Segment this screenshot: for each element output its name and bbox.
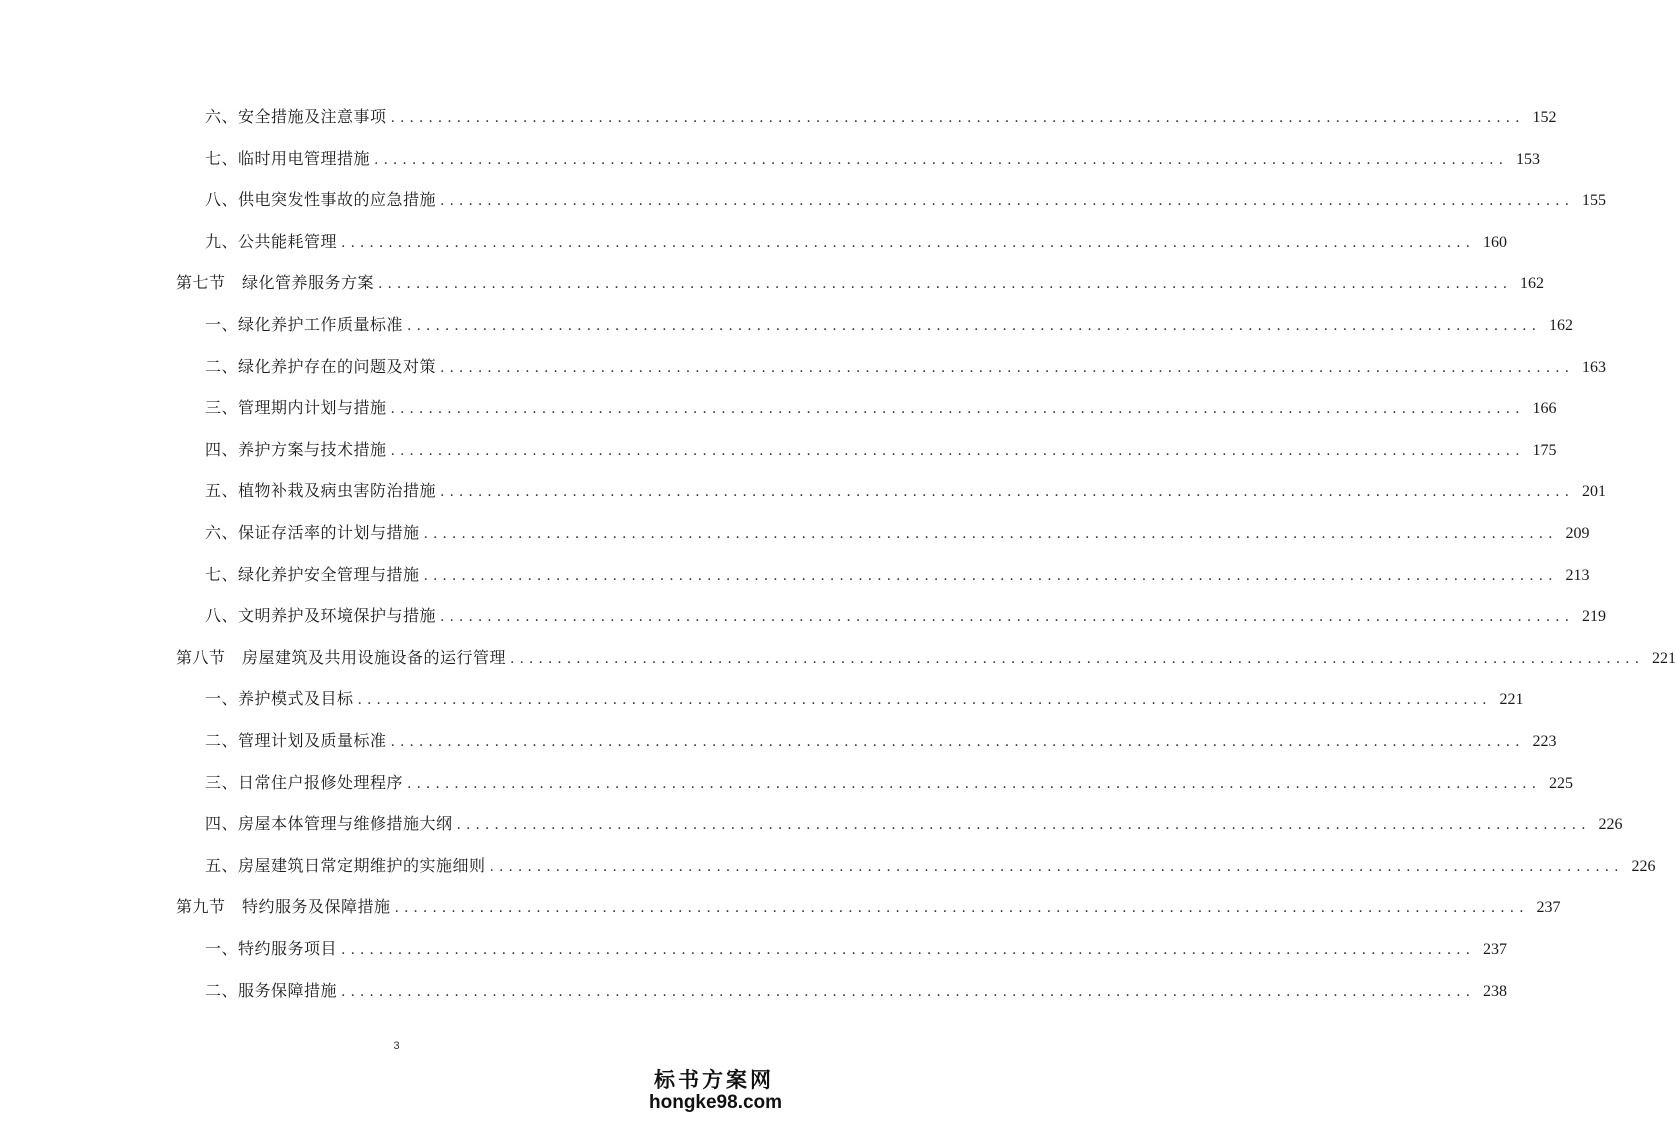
toc-entry-label: 二、绿化养护存在的问题及对策 — [205, 357, 437, 376]
toc-entry-page: 153 — [1516, 151, 1541, 168]
toc-dot-leader: ........................................................................................................................ — [407, 776, 1542, 792]
toc-entry — [205, 603, 1607, 629]
toc-entry-page: 221 — [1652, 650, 1676, 667]
toc-entry — [205, 853, 1656, 879]
toc-dot-leader: ........................................................................................................................ — [374, 152, 1509, 168]
toc-entry — [205, 978, 1508, 1004]
toc-section-entry — [176, 645, 1676, 671]
toc-entry-page: 226 — [1631, 858, 1656, 875]
toc-entry-label: 六、保证存活率的计划与措施 — [205, 523, 420, 542]
toc-entry-page: 166 — [1532, 400, 1557, 417]
toc-entry-page: 219 — [1582, 608, 1607, 625]
toc-section-entry — [176, 894, 1561, 920]
toc-dot-leader: ........................................................................................................................ — [456, 817, 1591, 833]
toc-dot-leader: ........................................................................................................................ — [489, 859, 1624, 875]
watermark-title: 标书方案网 — [654, 1067, 774, 1092]
toc-entry-label: 三、日常住户报修处理程序 — [205, 773, 404, 792]
toc-entry-page: 213 — [1565, 567, 1590, 584]
toc-entry — [205, 728, 1557, 754]
toc-dot-leader: ........................................................................................................................ — [341, 942, 1476, 958]
toc-entry-page: 226 — [1598, 816, 1623, 833]
toc-entry-page: 160 — [1483, 234, 1508, 251]
toc-entry — [205, 229, 1508, 255]
toc-entry — [205, 395, 1557, 421]
toc-entry — [205, 520, 1590, 546]
toc-entry-label: 六、安全措施及注意事项 — [205, 107, 387, 126]
toc-entry-page: 209 — [1565, 525, 1590, 542]
toc-entry-label: 五、植物补栽及病虫害防治措施 — [205, 481, 437, 500]
toc-entry-label: 四、房屋本体管理与维修措施大纲 — [205, 814, 453, 833]
toc-entry-label: 二、管理计划及质量标准 — [205, 731, 387, 750]
toc-entry-label: 第九节 特约服务及保障措施 — [176, 897, 391, 916]
toc-dot-leader: ........................................................................................................................ — [341, 984, 1476, 1000]
toc-dot-leader: ........................................................................................................................ — [440, 360, 1575, 376]
toc-entry — [205, 104, 1557, 130]
toc-dot-leader: ........................................................................................................................ — [378, 276, 1513, 292]
toc-entry — [205, 478, 1607, 504]
toc-dot-leader: ........................................................................................................................ — [423, 568, 1558, 584]
toc-entry-page: 201 — [1582, 483, 1607, 500]
toc-entry — [205, 770, 1574, 796]
toc-entry — [205, 811, 1623, 837]
toc-entry-page: 223 — [1532, 733, 1557, 750]
toc-section-entry — [176, 270, 1545, 296]
toc-entry — [205, 354, 1607, 380]
toc-dot-leader: ........................................................................................................................ — [357, 692, 1492, 708]
toc-dot-leader: ........................................................................................................................ — [440, 609, 1575, 625]
toc-entry — [205, 312, 1574, 338]
toc-entry-page: 155 — [1582, 192, 1607, 209]
toc-entry-page: 162 — [1549, 317, 1574, 334]
toc-entry-label: 八、文明养护及环境保护与措施 — [205, 606, 437, 625]
toc-entry-label: 五、房屋建筑日常定期维护的实施细则 — [205, 856, 486, 875]
toc-entry-page: 162 — [1520, 275, 1545, 292]
toc-dot-leader: ........................................................................................................................ — [510, 651, 1645, 667]
toc-entry-label: 一、养护模式及目标 — [205, 689, 354, 708]
watermark-url: hongke98.com — [649, 1092, 783, 1113]
toc-entry — [205, 686, 1524, 712]
toc-entry-page: 152 — [1532, 109, 1557, 126]
toc-entry — [205, 146, 1541, 172]
toc-entry-label: 一、特约服务项目 — [205, 939, 338, 958]
toc-entry-label: 九、公共能耗管理 — [205, 232, 338, 251]
toc-dot-leader: ........................................................................................................................ — [390, 734, 1525, 750]
toc-entry-label: 四、养护方案与技术措施 — [205, 440, 387, 459]
toc-entry-page: 175 — [1532, 442, 1557, 459]
toc-entry-page: 163 — [1582, 359, 1607, 376]
toc-dot-leader: ........................................................................................................................ — [407, 318, 1542, 334]
page-number: 3 — [393, 1040, 400, 1052]
toc-entry-label: 一、绿化养护工作质量标准 — [205, 315, 404, 334]
toc-dot-leader: ........................................................................................................................ — [394, 900, 1529, 916]
toc-entry-label: 七、临时用电管理措施 — [205, 149, 371, 168]
toc-entry-page: 237 — [1536, 899, 1561, 916]
toc-dot-leader: ........................................................................................................................ — [390, 110, 1525, 126]
toc-entry — [205, 437, 1557, 463]
toc-dot-leader: ........................................................................................................................ — [390, 401, 1525, 417]
toc-dot-leader: ........................................................................................................................ — [341, 235, 1476, 251]
toc-entry — [205, 187, 1607, 213]
toc-entry-page: 237 — [1483, 941, 1508, 958]
toc-entry-label: 七、绿化养护安全管理与措施 — [205, 565, 420, 584]
toc-entry-label: 八、供电突发性事故的应急措施 — [205, 190, 437, 209]
toc-entry-label: 第八节 房屋建筑及共用设施设备的运行管理 — [176, 648, 507, 667]
toc-entry-label: 第七节 绿化管养服务方案 — [176, 273, 375, 292]
toc-entry-page: 238 — [1483, 983, 1508, 1000]
watermark — [649, 1064, 783, 1114]
toc-entry-label: 三、管理期内计划与措施 — [205, 398, 387, 417]
toc-entry-page: 221 — [1499, 691, 1524, 708]
toc-dot-leader: ........................................................................................................................ — [440, 484, 1575, 500]
toc-entry — [205, 936, 1508, 962]
toc-dot-leader: ........................................................................................................................ — [423, 526, 1558, 542]
toc-entry — [205, 562, 1590, 588]
toc-entry-label: 二、服务保障措施 — [205, 981, 338, 1000]
toc-entry-page: 225 — [1549, 775, 1574, 792]
toc-dot-leader: ........................................................................................................................ — [390, 443, 1525, 459]
toc-dot-leader: ........................................................................................................................ — [440, 193, 1575, 209]
